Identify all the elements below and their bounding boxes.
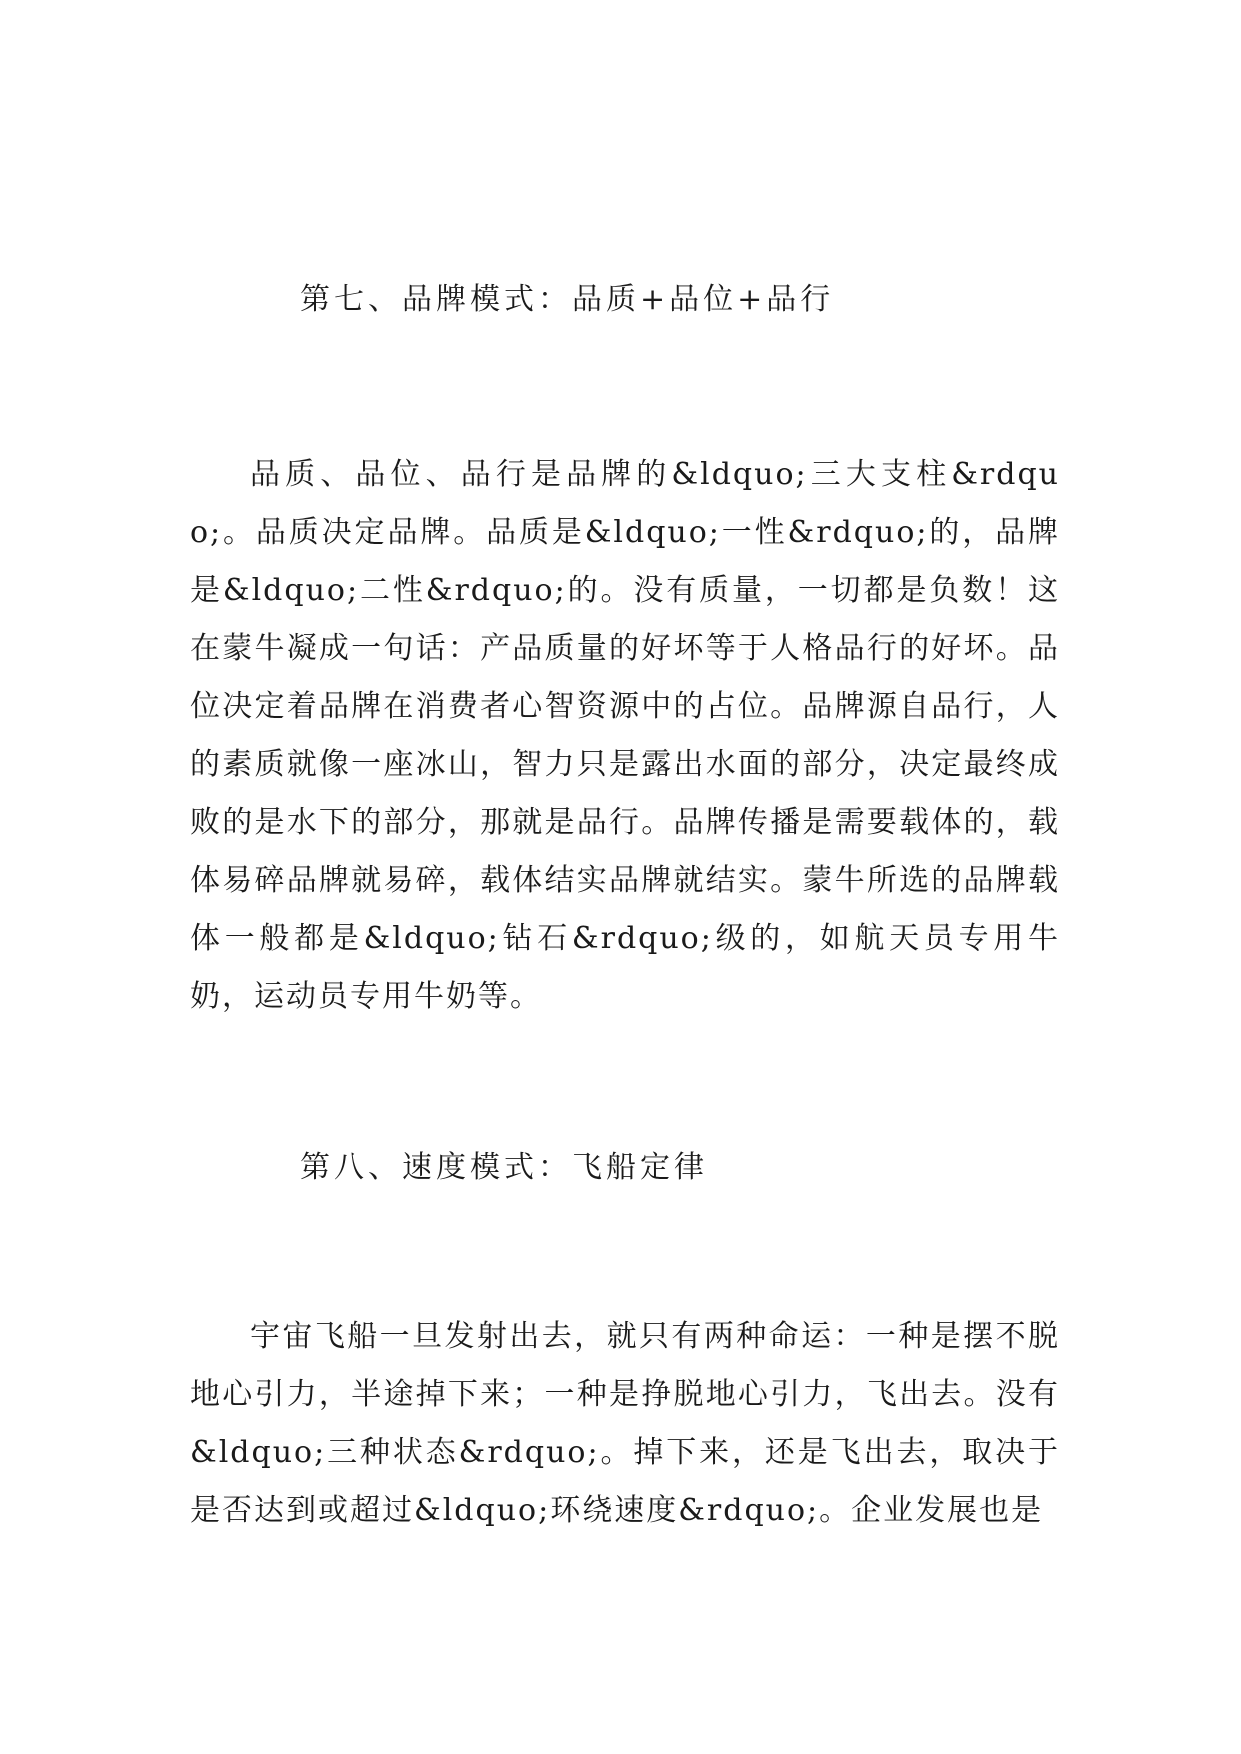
section-heading-eight: 第八、速度模式：飞船定律 (300, 1150, 708, 1185)
section-paragraph-seven: 品质、品位、品行是品牌的&ldquo;三大支柱&rdquo;。品质决定品牌。品质是&ldquo;一性&rdquo;的，品牌是&ldquo;二性&rdquo;的。没有质量，一切都是负数！这在蒙牛凝成一句话：产品质量的好坏等于人格品行的好坏。品位决定着品牌在消费者心智资源中的占位。品牌源自品行，人的素质就像一座冰山，智力只是露出水面的部分，决定最终成败的是水下的部分，那就是品行。品牌传播是需要载体的，载体易碎品牌就易碎，载体结实品牌就结实。蒙牛所选的品牌载体一般都是&ldquo;钻石&rdquo;级的，如航天员专用牛奶，运动员专用牛奶等。 (190, 457, 1060, 1014)
section-paragraph-eight: 宇宙飞船一旦发射出去，就只有两种命运：一种是摆不脱地心引力，半途掉下来；一种是挣脱地心引力，飞出去。没有&ldquo;三种状态&rdquo;。掉下来，还是飞出去，取决于是否达到或超过&ldquo;环绕速度&rdquo;。企业发展也是 (190, 1319, 1060, 1528)
section-heading-seven: 第七、品牌模式：品质+品位+品行 (300, 282, 835, 317)
